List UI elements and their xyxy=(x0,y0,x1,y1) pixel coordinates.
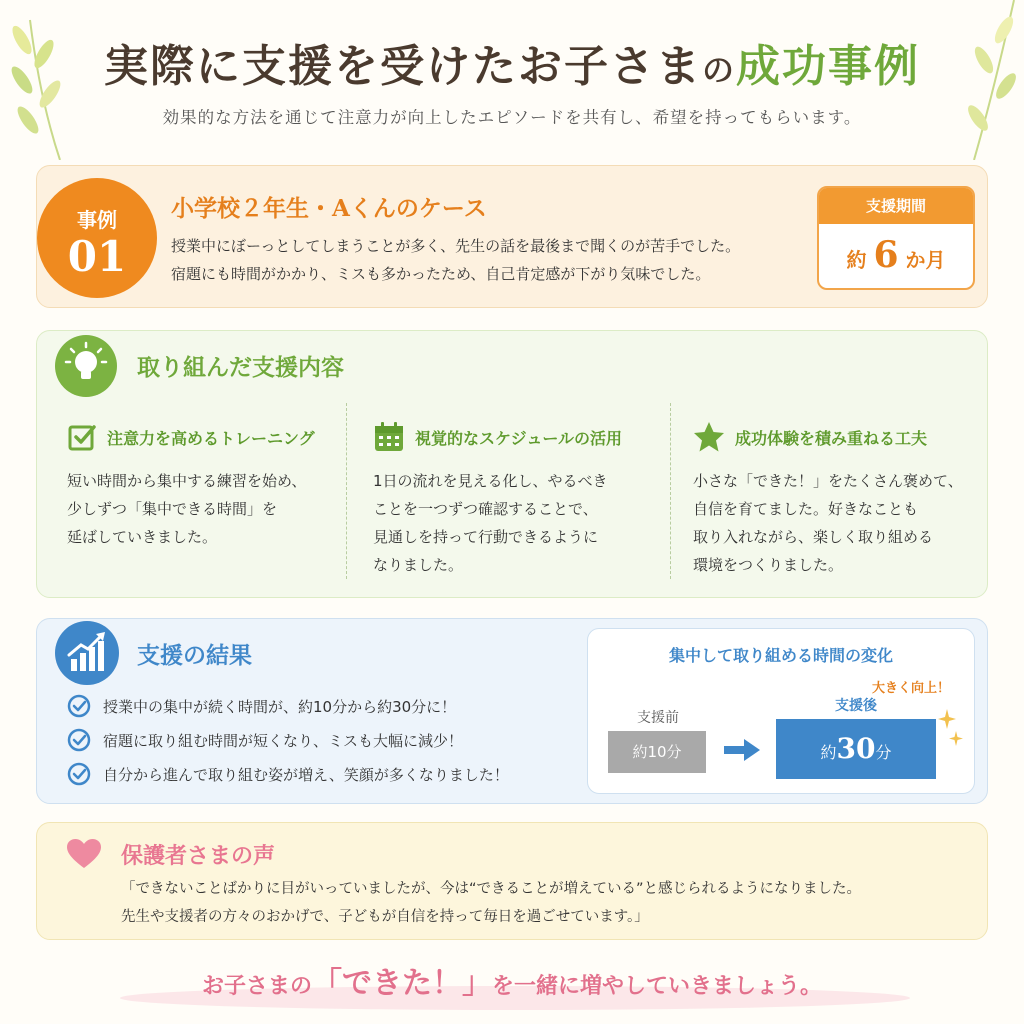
footer-pre: お子さまの xyxy=(201,973,312,999)
results-title: 支援の結果 xyxy=(137,643,252,669)
after-number: 30 xyxy=(836,732,876,765)
calendar-icon xyxy=(373,421,405,453)
title-accent: 成功事例 xyxy=(736,41,920,92)
period-suffix: か月 xyxy=(905,248,946,272)
result-item xyxy=(67,723,509,757)
support-item xyxy=(67,421,367,551)
case-line: 授業中にぼーっとしてしまうことが多く、先生の話を最後まで聞くのが苦手でした。 xyxy=(171,237,741,255)
heart-icon xyxy=(67,839,101,869)
support-line: 少しずつ「集中できる時間」を xyxy=(67,500,278,518)
voice-title: 保護者さまの声 xyxy=(121,844,276,869)
case-badge-label: 事例 xyxy=(77,208,117,232)
result-item xyxy=(67,757,509,791)
checkbox-icon xyxy=(67,422,97,452)
period-prefix: 約 xyxy=(846,248,867,272)
support-line: 1日の流れを見える化し、やるべき xyxy=(373,472,608,490)
support-line: 取り入れながら、楽しく取り組める xyxy=(693,528,934,546)
column-divider xyxy=(346,403,347,579)
lightbulb-icon xyxy=(55,335,117,397)
page-subtitle: 効果的な方法を通じて注意力が向上したエピソードを共有し、希望を持ってもらいます。 xyxy=(162,108,862,127)
parent-voice-card xyxy=(36,822,988,940)
support-period-label: 支援期間 xyxy=(819,188,973,224)
support-period-box xyxy=(817,186,975,290)
support-item xyxy=(373,421,673,579)
support-line: 環境をつくりました。 xyxy=(693,556,844,574)
results-list xyxy=(67,689,509,791)
support-line: 見通しを持って行動できるように xyxy=(373,528,599,546)
support-title: 取り組んだ支援内容 xyxy=(137,355,344,381)
time-change-title: 集中して取り組める時間の変化 xyxy=(668,646,893,665)
title-main: 実際に支援を受けたお子さま xyxy=(103,41,702,92)
support-item-heading: 成功体験を積み重ねる工夫 xyxy=(735,428,928,448)
case-title: 小学校２年生・Aくんのケース xyxy=(171,195,487,222)
support-line: ことを一つずつ確認することで、 xyxy=(373,500,598,518)
support-item-text xyxy=(693,467,993,579)
footer-post: を一緒に増やしていきましょう。 xyxy=(492,973,823,999)
support-item-heading: 視覚的なスケジュールの活用 xyxy=(415,428,623,448)
footer-highlight: 「できた！」 xyxy=(312,966,492,1001)
voice-line: 「できないことばかりに目がいっていましたが、今は“できることが増えている”と感じられるようになりました。 xyxy=(121,881,862,897)
before-value: 約10分 xyxy=(608,731,706,773)
before-label: 支援前 xyxy=(637,710,679,726)
case-line: 宿題にも時間がかかり、ミスも多かったため、自己肯定感が下がり気味でした。 xyxy=(171,265,711,283)
support-item-text xyxy=(67,467,367,551)
support-line: 短い時間から集中する練習を始め、 xyxy=(67,472,307,490)
voice-quote xyxy=(121,875,861,931)
support-line: 延ばしていきました。 xyxy=(67,528,218,546)
case-description xyxy=(171,232,740,288)
growth-chart-icon xyxy=(55,621,119,685)
case-badge xyxy=(37,178,157,298)
support-item xyxy=(693,421,993,579)
voice-line: 先生や支援者の方々のおかげで、子どもが自信を持って毎日を過ごせています。」 xyxy=(121,909,649,925)
result-text: 自分から進んで取り組む姿が増え、笑顔が多くなりました！ xyxy=(103,765,509,784)
support-line: 自信を育てました。好きなことも xyxy=(693,500,919,518)
page-title xyxy=(0,30,1024,94)
support-content-card xyxy=(36,330,988,598)
arrow-right-icon xyxy=(724,739,760,761)
support-item-text xyxy=(373,467,673,579)
after-value xyxy=(776,719,936,779)
sparkle-icon xyxy=(938,709,964,749)
check-circle-icon xyxy=(67,762,91,786)
support-item-heading: 注意力を高めるトレーニング xyxy=(107,428,315,448)
result-text: 授業中の集中が続く時間が、約10分から約30分に！ xyxy=(103,697,457,716)
support-line: なりました。 xyxy=(373,556,464,574)
after-label: 支援後 xyxy=(835,698,877,714)
column-divider xyxy=(670,403,671,579)
star-icon xyxy=(693,421,725,453)
after-prefix: 約 xyxy=(820,743,837,762)
result-item xyxy=(67,689,509,723)
after-suffix: 分 xyxy=(875,743,892,762)
case-badge-number: 01 xyxy=(67,232,127,281)
support-period-value xyxy=(819,234,973,276)
improvement-note: 大きく向上！ xyxy=(872,681,951,696)
result-text: 宿題に取り組む時間が短くなり、ミスも大幅に減少！ xyxy=(103,731,464,750)
results-card xyxy=(36,618,988,804)
title-particle: の xyxy=(701,51,736,89)
footer-message xyxy=(0,958,1024,1002)
check-circle-icon xyxy=(67,694,91,718)
check-circle-icon xyxy=(67,728,91,752)
support-line: 小さな「できた！」をたくさん褒めて、 xyxy=(693,472,963,490)
period-number: 6 xyxy=(873,234,899,276)
case-card xyxy=(36,165,988,308)
time-change-panel xyxy=(587,628,975,794)
